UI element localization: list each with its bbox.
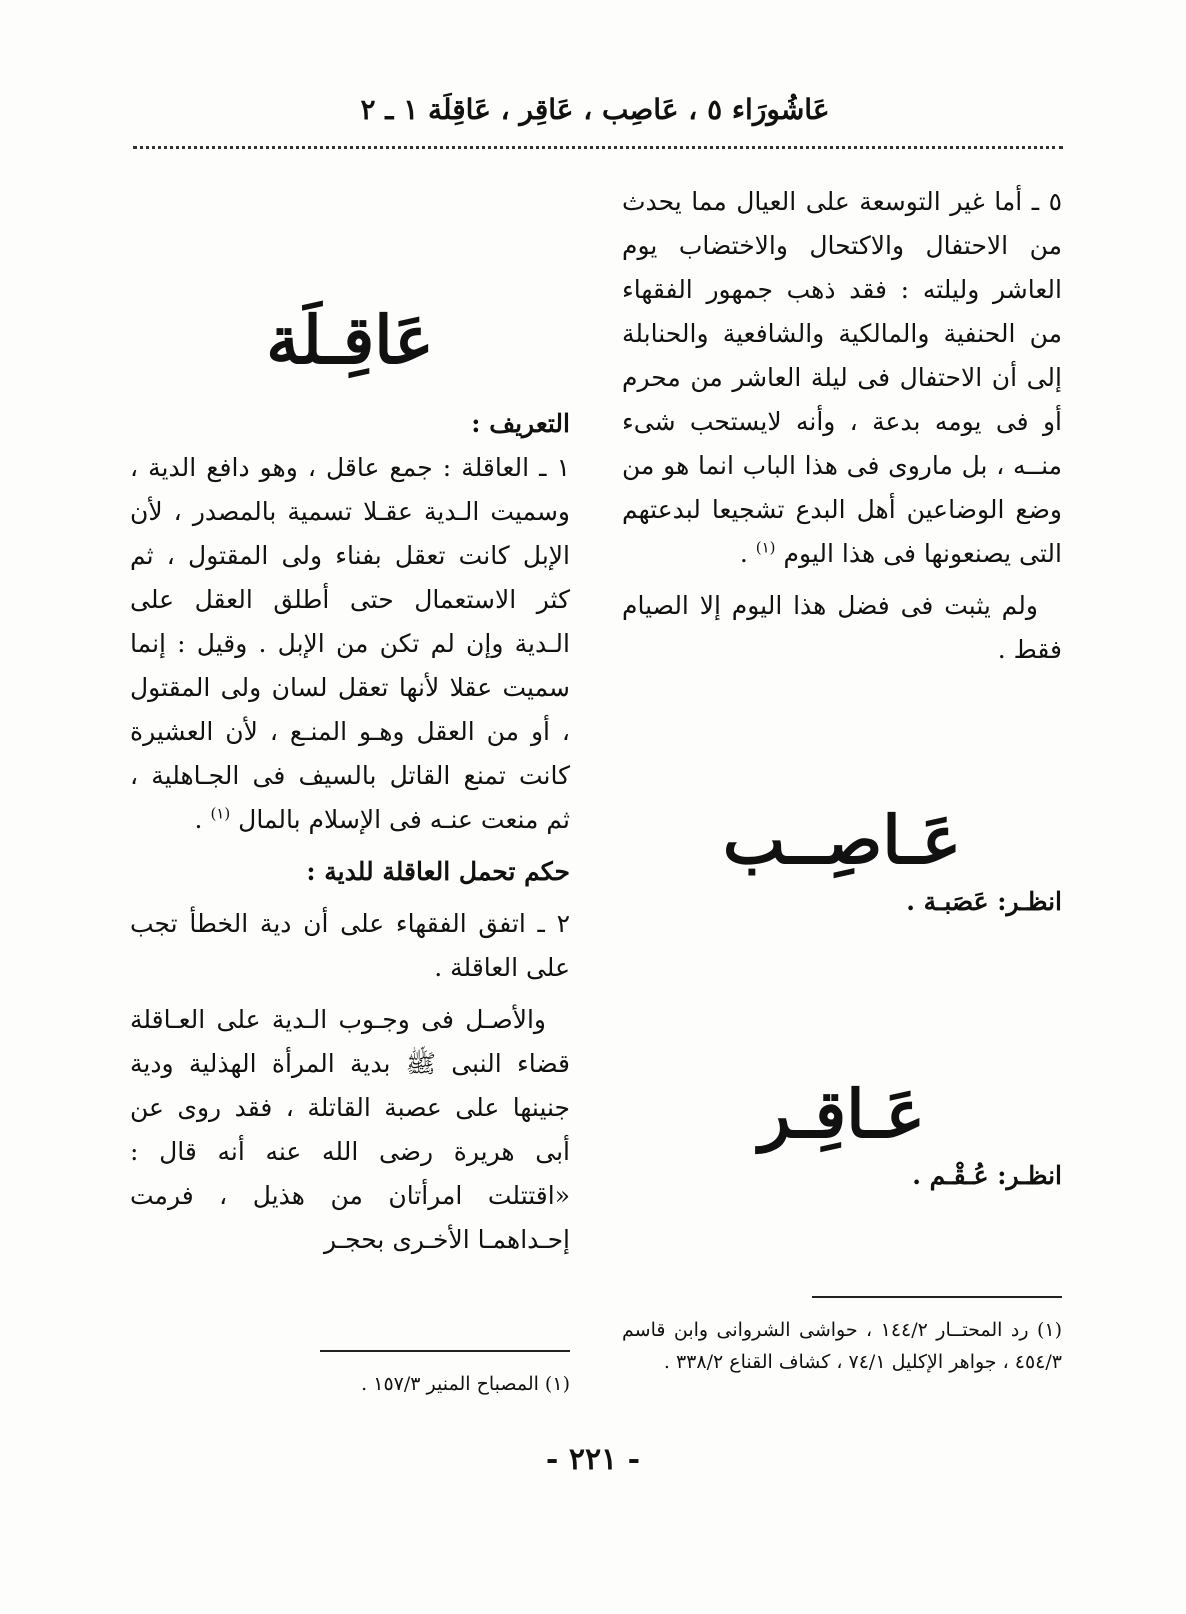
subhead-definition: التعريف : (471, 409, 570, 438)
spacer (622, 672, 1062, 800)
footnote-ref: (١) (210, 804, 231, 823)
entry-title-aqir: عَـاقِـر (758, 1075, 926, 1153)
subhead-ruling: حكم تحمل العاقلة للدية : (306, 857, 570, 886)
see-also-aqir: انظـر: عُـقْـم . (912, 1161, 1062, 1190)
spacer (130, 380, 570, 402)
paragraph-6: ولم يثبت فى فضل هذا اليوم إلا الصيام فقط . (622, 591, 1062, 664)
running-head: عَاشُورَاء ٥ ، عَاصِب ، عَاقِر ، عَاقِلَة ١ ـ ٢ (360, 93, 830, 126)
footnote-rule-right (812, 1296, 1062, 1298)
footnote-ref: (١) (755, 538, 776, 557)
paragraph-3: والأصـل فى وجـوب الـدية على العـاقلة قضاء النبى ﷺ بدية المرأة الهذلية ودية جنينها على عصبة القاتلة ، فقد روى عن أبى هريرة رضى الله عنه أنه قال : «اقتتلت امرأتان من هذيل ، فرمت إحـداهمـا الأخـرى بحجـر (130, 1005, 570, 1254)
left-column (130, 300, 570, 1262)
paragraph-1-end: . (194, 805, 203, 834)
paragraph-5-text: ٥ ـ أما غير التوسعة على العيال مما يحدث من الاحتفال والاكتحال والاختضاب يوم العاشر وليلته : فقد ذهب جمهور الفقهاء من الحنفية والمالكية والشافعية والحنابلة إلى أن الاحتفال فى ليلة العاشر من محرم أو فى يومه بدعة ، وأنه لايستحب شىء منــه ، بل ماروى فى هذا الباب انما هو من وضع الوضاعين أهل البدع تشجيعا لبدعتهم التى يصنعونها فى هذا اليوم (622, 187, 1062, 568)
entry-title-aqila: عَاقِـلَة (266, 301, 434, 379)
right-column (622, 180, 1062, 1198)
paragraph-5-end: . (739, 539, 748, 568)
footnote-rule-left (320, 1350, 570, 1352)
spacer (622, 924, 1062, 1074)
footnote-left: (١) المصباح المنير ١٥٧/٣ . (361, 1373, 570, 1395)
paragraph-5 (622, 180, 1062, 576)
paragraph-2: ٢ ـ اتفق الفقهاء على أن دية الخطأ تجب على العاقلة . (130, 909, 570, 982)
paragraph-1 (130, 446, 570, 842)
entry-title-asib: عَـاصِــب (722, 801, 962, 879)
paragraph-1-text: ١ ـ العاقلة : جمع عاقل ، وهو دافع الدية ، وسميت الـدية عقـلا تسمية بالمصدر ، لأن الإبل كانت تعقل بفناء ولى المقتول ، ثم كثر الاستعمال حتى أطلق العقل على الـدية وإن لم تكن من الإبل . وقيل : إنما سميت عقلا لأنها تعقل لسان ولى المقتول ، أو من العقل وهـو المنـع ، لأن العشيرة كانت تمنع القاتل بالسيف فى الجـاهلية ، ثم منعت عنـه فى الإسلام بالمال (130, 453, 570, 834)
header-dotted-rule (133, 146, 1063, 149)
see-also-asib: انظـر: عَصَبـة . (906, 887, 1062, 916)
footnote-right: (١) رد المحتــار ١٤٤/٢ ، حواشى الشروانى وابن قاسم ٤٥٤/٣ ، جواهر الإكليل ٧٤/١ ، كشاف القناع ٣٣٨/٢ . (622, 1319, 1062, 1373)
page-number: - ٢٢١ - (545, 1442, 641, 1477)
